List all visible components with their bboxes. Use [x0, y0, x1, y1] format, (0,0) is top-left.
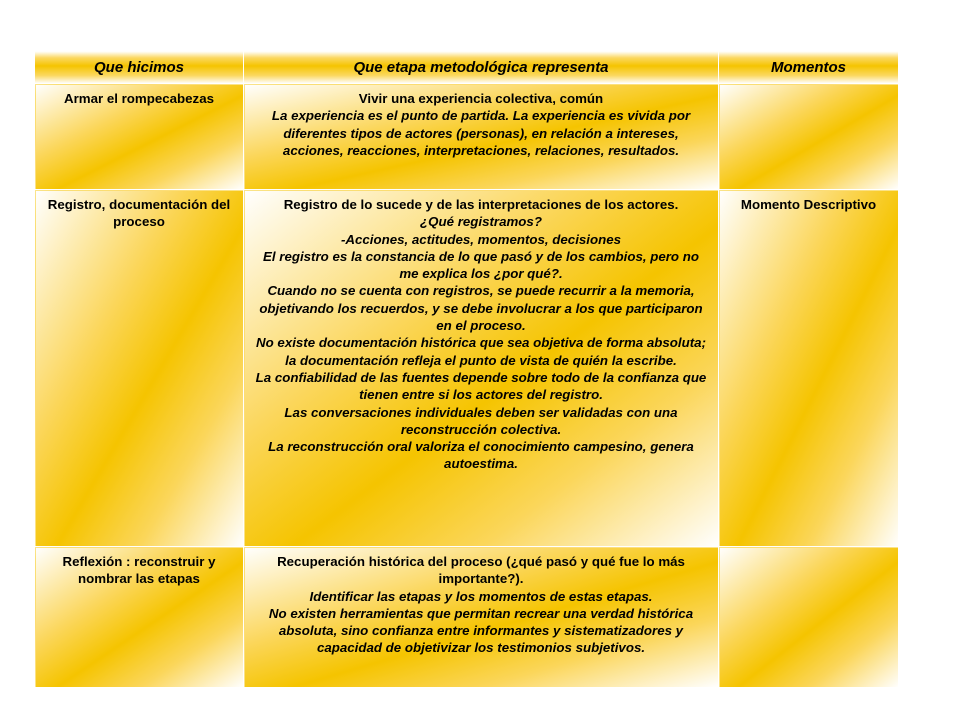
- table-row: [35, 547, 899, 688]
- cell-text: [719, 547, 898, 553]
- etapa-line: La confiabilidad de las fuentes depende sobre todo de la confianza que tienen entre si los actores del registro.: [255, 369, 707, 403]
- cell-text: [244, 84, 718, 159]
- cell-text: [244, 190, 718, 473]
- header-etapa-metodologica: Que etapa metodológica representa: [244, 51, 719, 84]
- etapa-line: Identificar las etapas y los momentos de estas etapas.: [309, 588, 653, 604]
- etapa-title: Recuperación histórica del proceso (¿qué pasó y qué fue lo más importante?).: [277, 554, 685, 587]
- etapa-line: Las conversaciones individuales deben ser validadas con una reconstrucción colectiva.: [284, 404, 678, 437]
- table-row: [35, 190, 899, 547]
- cell-text: Armar el rompecabezas: [63, 91, 215, 106]
- cell-momentos: [719, 190, 899, 547]
- cell-text: Registro, documentación del proceso: [47, 197, 231, 230]
- etapa-body: La experiencia es el punto de partida. La experiencia es vivida por diferentes tipos de actores (personas), en relación a intereses, acciones, reacciones, interpretaciones, relaciones, resultados.: [271, 108, 691, 158]
- etapa-title: Registro de lo sucede y de las interpretaciones de los actores.: [283, 197, 679, 212]
- cell-etapa: [244, 190, 719, 547]
- header-que-hicimos: Que hicimos: [35, 51, 244, 84]
- etapa-title: Vivir una experiencia colectiva, común: [358, 91, 604, 106]
- etapa-line: No existe documentación histórica que sea objetiva de forma absoluta; la documentación refleja el punto de vista de quién la escribe.: [256, 335, 706, 368]
- etapa-line: ¿Qué registramos?: [420, 214, 542, 230]
- cell-momentos: [719, 547, 899, 688]
- cell-text: Momento Descriptivo: [740, 197, 877, 212]
- etapa-line: -Acciones, actitudes, momentos, decisiones: [340, 231, 622, 247]
- cell-text: Reflexión : reconstruir y nombrar las etapas: [62, 554, 216, 587]
- table-row: [35, 84, 899, 190]
- etapa-line: El registro es la constancia de lo que pasó y de los cambios, pero no me explica los ¿por qué?.: [263, 248, 699, 282]
- header-momentos: Momentos: [719, 51, 899, 84]
- cell-text: [244, 547, 718, 657]
- cell-que-hicimos: [35, 84, 244, 190]
- cell-etapa: [244, 547, 719, 688]
- cell-que-hicimos: [35, 190, 244, 547]
- cell-que-hicimos: [35, 547, 244, 688]
- etapa-line: Cuando no se cuenta con registros, se puede recurrir a la memoria, objetivando los recuerdos, y se debe involucrar a los que participaron en el proceso.: [259, 283, 703, 334]
- cell-etapa: [244, 84, 719, 190]
- cell-momentos: [719, 84, 899, 190]
- methodology-table: [34, 50, 899, 688]
- etapa-line: No existen herramientas que permitan recrear una verdad histórica absoluta, sino confianza entre informantes y sistematizadores y capacidad de objetivizar los testimonios subjetivos.: [268, 605, 694, 656]
- header-row: [35, 51, 899, 84]
- etapa-line: La reconstrucción oral valoriza el conocimiento campesino, genera autoestima.: [268, 439, 694, 472]
- cell-text: [719, 84, 898, 90]
